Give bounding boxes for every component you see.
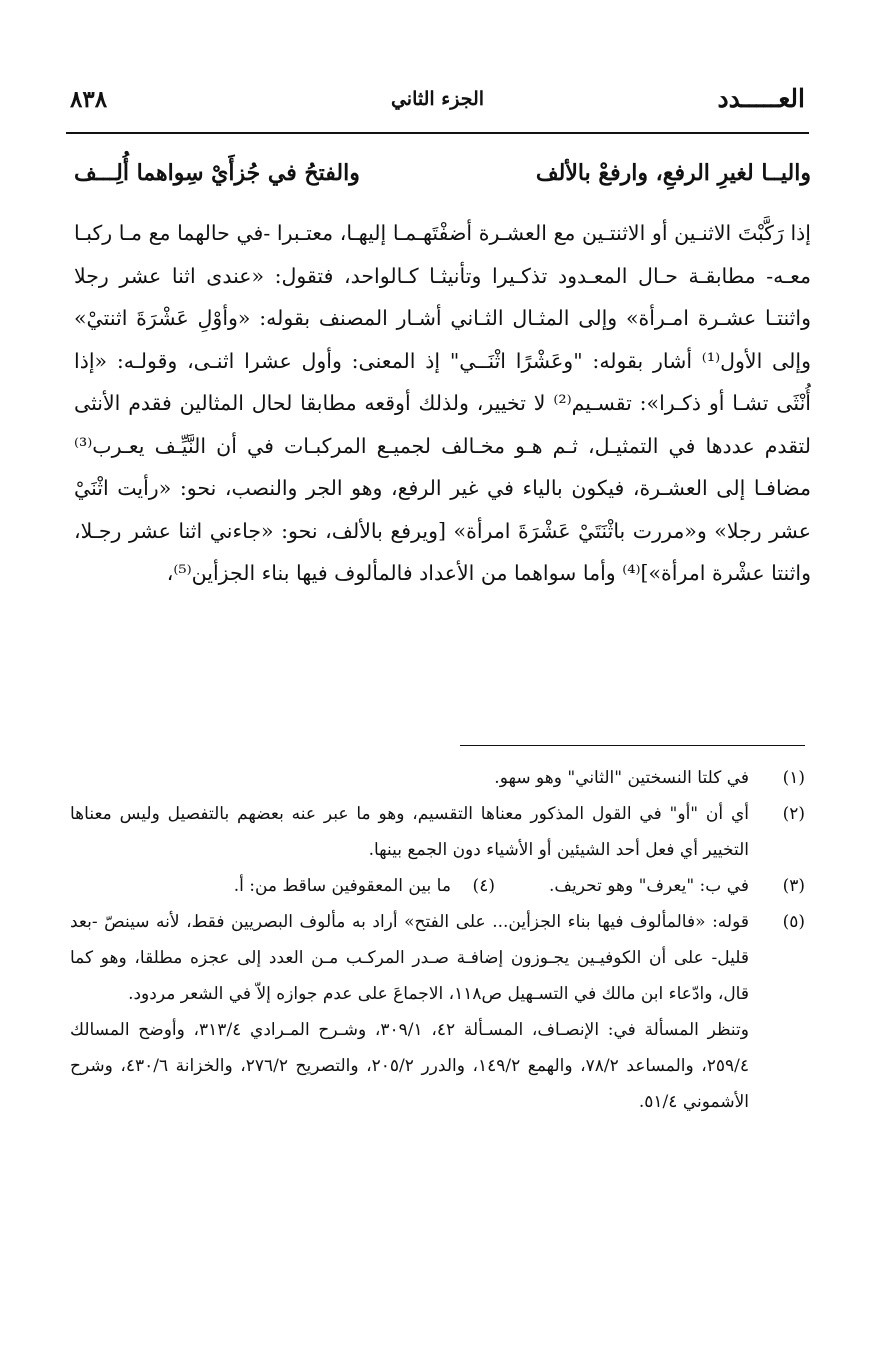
footnote-number: (٥) xyxy=(782,912,805,932)
main-text xyxy=(74,212,811,595)
footnotes xyxy=(70,760,805,1120)
header-divider xyxy=(66,132,809,134)
footnote-text: أي أن "أو" في القول المذكور معناها التقسيم، وهو ما عبر عنه بعضهم بالتفصيل وليس معناها التخيير أي فعل أحد الشيئين أو الأشياء دون الجمع بينها. xyxy=(70,804,749,860)
footnote-text: في ب: "يعرف" وهو تحريف. (٤) ما بين المعقوفين ساقط من: أ. xyxy=(233,876,749,896)
footnote-number: (٢) xyxy=(782,804,805,824)
footnote-5 xyxy=(70,904,805,1012)
page-number: ٨٣٨ xyxy=(70,86,108,113)
verse-second-hemistich: والفتحُ في جُزأَيْ سِواهما أُلِـــف xyxy=(74,160,360,186)
footnote-number: (٣) xyxy=(782,876,805,896)
footnote-1 xyxy=(70,760,805,796)
verse-first-hemistich: واليــا لغيرِ الرفعِ، وارفعْ بالألف xyxy=(535,160,811,186)
part-title: الجزء الثاني xyxy=(390,88,485,110)
footnote-text: في كلتا النسختين "الثاني" وهو سهو. xyxy=(494,768,749,788)
footnote-2 xyxy=(70,796,805,868)
main-paragraph: إذا رَكَّبْتَ الاثنـين أو الاثنتـين مع العشـرة أضفْتَهـمـا إليهـا، معتـبرا -في حالهما مع مـا ركبـا معـه- مطابقـة حـال المعـدود تذكـيرا وتأنيثـا كـالواحد، فتقول: «عندى اثنا عشر رجلا واثنتـا عشـرة امـرأة» وإلى المثـال الثـاني أشـار المصنف بقوله: «وأوْلِ عَشْرَةَ اثنتيْ» وإلى الأول⁽¹⁾ أشار بقوله: "وعَشْرًا اثْنَــي" إذ المعنى: وأول عشرا اثنـى، وقولـه: «إذا أُنْثَى تشـا أو ذكـرا»: تقسـيم⁽²⁾ لا تخيير، ولذلك أوقعه مطابقا لحال المثالين فقدم الأنثى لتقدم عددها في التمثيـل، ثـم هـو مخـالف لجميـع المركبـات في أن النَّيِّـف يعـرب⁽³⁾ مضافـا إلى العشـرة، فيكون بالياء في غير الرفع، وهو الجر والنصب، نحو: «رأيت اثْنَيْ عشر رجلا» و«مررت باثْنَتَيْ عَشْرَةَ امرأة» [ويرفع بالألف، نحو: «جاءني اثنا عشر رجـلا، واثنتا عشْرة امرأة»]⁽⁴⁾ وأما سواهما من الأعداد فالمألوف فيها بناء الجزأين⁽⁵⁾، xyxy=(74,221,811,585)
chapter-title: العـــــدد xyxy=(717,84,805,113)
footnote-references: وتنظر المسألة في: الإنصـاف، المسـألة ٤٢، ٣٠٩/١، وشـرح المـرادي ٣١٣/٤، وأوضح المسالك ٢٥٩/٤، والمساعد ٧٨/٢، والهمع ١٤٩/٢، والدرر ٢٠٥/٢، والتصريح ٢٧٦/٢، والخزانة ٤٣٠/٦، وشرح الأشموني ٥١/٤. xyxy=(70,1020,749,1112)
footnote-number: (١) xyxy=(782,768,805,788)
footnote-3-4 xyxy=(70,868,805,904)
page-header xyxy=(70,84,805,128)
footnote-divider xyxy=(460,745,805,746)
verse-line xyxy=(74,160,811,204)
footnote-text: قوله: «فالمألوف فيها بناء الجزأين... على الفتح» أراد به مألوف البصريين فقط، لأنه سينصّ -بعد قليل- على أن الكوفيـين يجـوزون إضافـة صـدر المركـب مـن العدد إلى عجزه مطلقا، وهو كما قال، وادّعاء ابن مالك في التسـهيل ص١١٨، الاجماعَ على عدم جوازه إلاّ في الشعر مردود. xyxy=(70,912,749,1004)
